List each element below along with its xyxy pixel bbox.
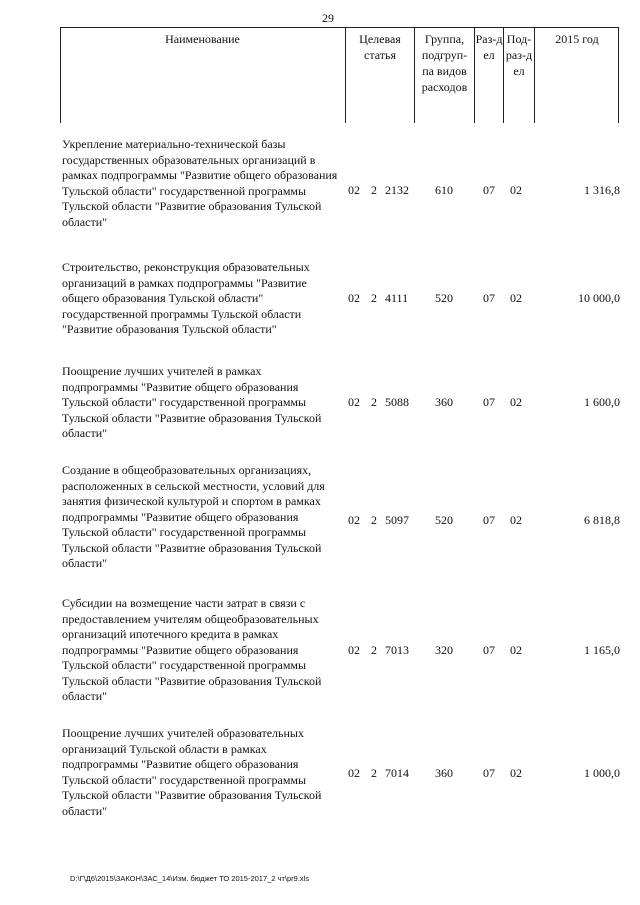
target-code-program: 02 xyxy=(348,513,360,527)
expense-group: 520 xyxy=(435,513,453,527)
target-code-item: 4111 xyxy=(385,291,409,305)
amount-2015: 10 000,0 xyxy=(578,291,620,305)
header-expense-group: Группа, подгруп-па видов расходов xyxy=(421,32,468,94)
target-code-subprogram: 2 xyxy=(371,766,377,780)
table-header xyxy=(60,27,619,123)
target-code-program: 02 xyxy=(348,643,360,657)
subsection: 02 xyxy=(510,395,522,409)
target-code-subprogram: 2 xyxy=(371,291,377,305)
target-code-item: 7013 xyxy=(385,643,409,657)
header-divider xyxy=(414,27,415,123)
subsection: 02 xyxy=(510,291,522,305)
amount-2015: 1 600,0 xyxy=(584,395,620,409)
header-divider xyxy=(345,27,346,123)
expense-group: 320 xyxy=(435,643,453,657)
row-name: Создание в общеобразовательных организациях, расположенных в сельской местности, условий для занятия физической культурой и спортом в рамках подпрограммы "Развитие общего образования Тульской области" государственной программы Тульской области "Развитие образования Тульской области" xyxy=(62,463,325,570)
expense-group: 610 xyxy=(435,183,453,197)
header-top-border xyxy=(60,27,619,28)
amount-2015: 6 818,8 xyxy=(584,513,620,527)
header-divider xyxy=(618,27,619,123)
section: 07 xyxy=(483,395,495,409)
target-code-program: 02 xyxy=(348,766,360,780)
section: 07 xyxy=(483,513,495,527)
target-code-subprogram: 2 xyxy=(371,643,377,657)
expense-group: 520 xyxy=(435,291,453,305)
section: 07 xyxy=(483,183,495,197)
target-code-program: 02 xyxy=(348,291,360,305)
file-path-footer: D:\Г\Д6\2015\ЗАКОН\ЗАС_14\Изм. бюджет ТО 2015-2017_2 чт\pr9.xls xyxy=(70,874,310,883)
amount-2015: 1 316,8 xyxy=(584,183,620,197)
target-code-program: 02 xyxy=(348,183,360,197)
amount-2015: 1 000,0 xyxy=(584,766,620,780)
subsection: 02 xyxy=(510,766,522,780)
target-code-subprogram: 2 xyxy=(371,183,377,197)
header-year-2015: 2015 год xyxy=(555,32,599,46)
row-name: Строительство, реконструкция образовательных организаций в рамках подпрограммы "Развитие общего образования Тульской области" государственной программы Тульской области "Развитие образования Тульской области" xyxy=(62,260,310,336)
header-name: Наименование xyxy=(165,32,240,46)
header-subsection: Под-раз-дел xyxy=(505,32,533,78)
row-name: Поощрение лучших учителей образовательных организаций Тульской области в рамках подпрограммы "Развитие общего образования Тульской области" государственной программы Тульской области "Развитие образования Тульской области" xyxy=(62,726,322,818)
header-target-article: Целевая статья xyxy=(359,32,401,62)
target-code-subprogram: 2 xyxy=(371,395,377,409)
target-code-subprogram: 2 xyxy=(371,513,377,527)
target-code-program: 02 xyxy=(348,395,360,409)
row-name: Поощрение лучших учителей в рамках подпрограммы "Развитие общего образования Тульской области" государственной программы Тульской области "Развитие образования Тульской области" xyxy=(62,364,322,440)
section: 07 xyxy=(483,766,495,780)
target-code-item: 2132 xyxy=(385,183,409,197)
subsection: 02 xyxy=(510,643,522,657)
subsection: 02 xyxy=(510,183,522,197)
expense-group: 360 xyxy=(435,766,453,780)
section: 07 xyxy=(483,291,495,305)
section: 07 xyxy=(483,643,495,657)
header-divider xyxy=(534,27,535,123)
amount-2015: 1 165,0 xyxy=(584,643,620,657)
header-section: Раз-дел xyxy=(475,32,503,62)
target-code-item: 7014 xyxy=(385,766,409,780)
page-number: 29 xyxy=(322,11,334,25)
target-code-item: 5097 xyxy=(385,513,409,527)
subsection: 02 xyxy=(510,513,522,527)
expense-group: 360 xyxy=(435,395,453,409)
target-code-item: 5088 xyxy=(385,395,409,409)
row-name: Укрепление материально-технической базы государственных образовательных организаций в рамках подпрограммы "Развитие общего образования Тульской области" государственной программы Тульской области "Развитие образования Тульской области" xyxy=(62,137,338,229)
row-name: Субсидии на возмещение части затрат в связи с предоставлением учителям общеобразовательных организаций ипотечного кредита в рамках подпрограммы "Развитие общего образования Тульской области" государственной программы Тульской области "Развитие образования Тульской области" xyxy=(62,596,322,703)
header-divider xyxy=(503,27,504,123)
